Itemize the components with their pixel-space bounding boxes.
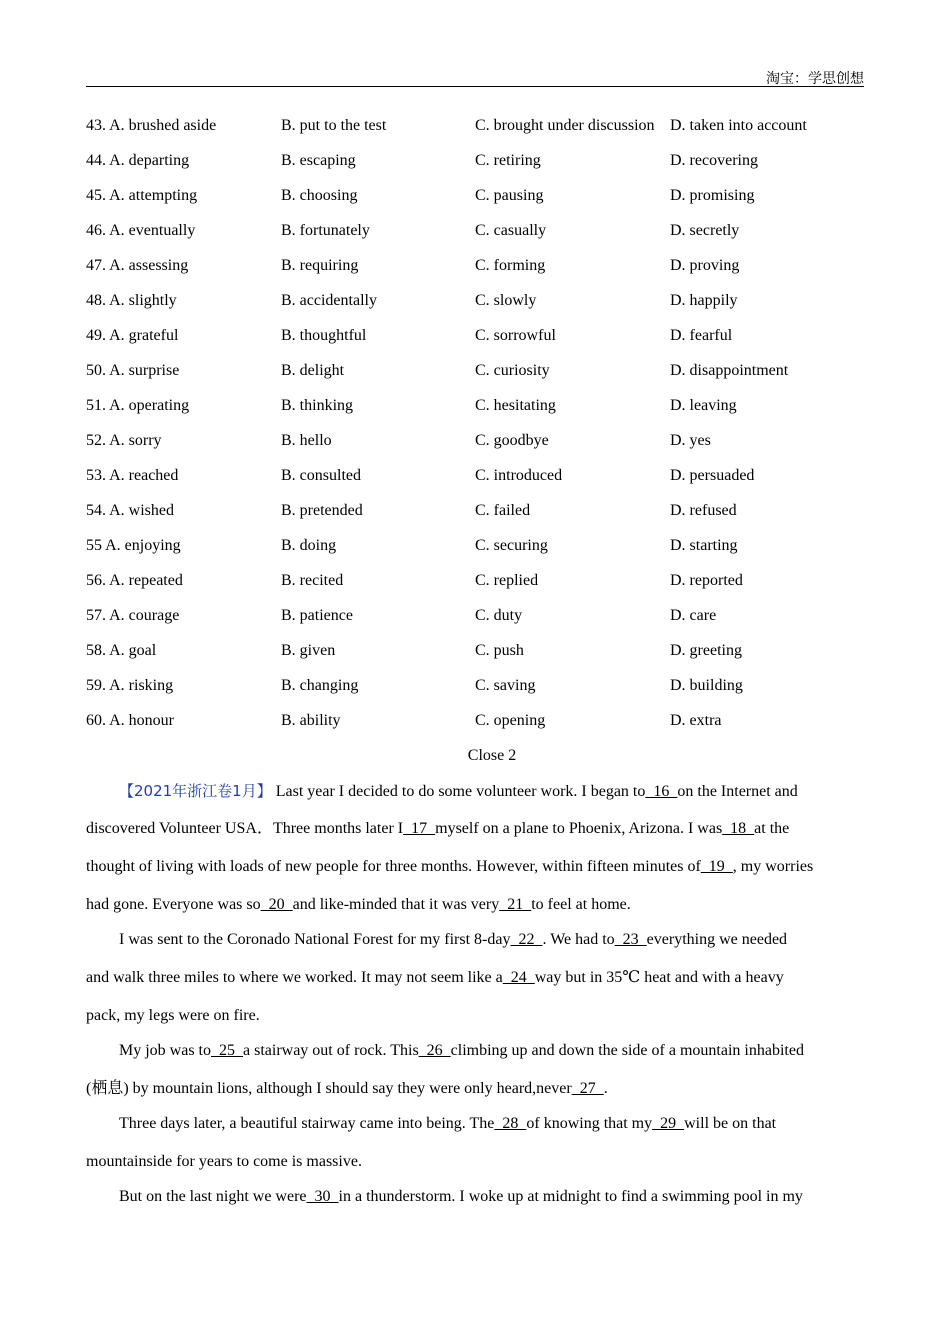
- passage-line: [86, 929, 866, 967]
- text: mountainside for years to come is massive.: [86, 1153, 362, 1170]
- blank-23: 23: [614, 931, 647, 948]
- options-table: [86, 116, 886, 746]
- option-a: 55 A. enjoying: [86, 537, 181, 554]
- option-a: 48. A. slightly: [86, 292, 177, 309]
- option-c: C. replied: [475, 572, 539, 589]
- option-c: C. retiring: [475, 152, 541, 169]
- option-d: D. taken into account: [670, 117, 807, 134]
- option-c: C. hesitating: [475, 397, 556, 414]
- option-c: C. introduced: [475, 467, 563, 484]
- option-c: C. securing: [475, 537, 548, 554]
- option-d: D. disappointment: [670, 362, 789, 379]
- option-b: B. hello: [281, 432, 332, 449]
- text: My job was to: [119, 1042, 211, 1059]
- text: a stairway out of rock. This: [243, 1042, 419, 1059]
- option-c: C. duty: [475, 607, 523, 624]
- option-b: B. given: [281, 642, 336, 659]
- passage-line: [86, 967, 866, 1005]
- text: at the: [754, 820, 790, 837]
- option-c: C. pausing: [475, 187, 544, 204]
- blank-24: 24: [502, 969, 535, 986]
- option-c: C. goodbye: [475, 432, 549, 449]
- blank-26: 26: [418, 1042, 451, 1059]
- text: and walk three miles to where we worked. It may not seem like a: [86, 969, 503, 986]
- text: pack, my legs were on fire.: [86, 1007, 260, 1024]
- blank-16: 16: [645, 783, 678, 800]
- option-row: [86, 151, 886, 186]
- source-tag: 【2021年浙江卷1月】: [119, 782, 272, 800]
- blank-18: 18: [722, 820, 755, 837]
- option-d: D. recovering: [670, 152, 758, 169]
- text: climbing up and down the side of a mountain inhabited: [450, 1042, 804, 1059]
- option-row: [86, 676, 886, 711]
- option-a: 54. A. wished: [86, 502, 174, 519]
- text: discovered Volunteer USA．Three months later I: [86, 820, 404, 837]
- option-b: B. requiring: [281, 257, 359, 274]
- text: (栖息) by mountain lions, although I should say they were only heard,never: [86, 1080, 572, 1097]
- blank-28: 28: [494, 1115, 527, 1132]
- text: had gone. Everyone was so: [86, 896, 261, 913]
- blank-21: 21: [499, 896, 532, 913]
- blank-20: 20: [260, 896, 293, 913]
- option-row: [86, 396, 886, 431]
- option-b: B. choosing: [281, 187, 358, 204]
- text: way but in 35℃ heat and with a heavy: [534, 969, 784, 986]
- option-row: [86, 571, 886, 606]
- option-c: C. failed: [475, 502, 531, 519]
- text: on the Internet and: [677, 783, 798, 800]
- option-row: [86, 501, 886, 536]
- option-d: D. building: [670, 677, 743, 694]
- option-a: 43. A. brushed aside: [86, 117, 217, 134]
- option-d: D. starting: [670, 537, 738, 554]
- passage-line: [86, 1078, 866, 1113]
- option-b: B. doing: [281, 537, 337, 554]
- option-d: D. promising: [670, 187, 755, 204]
- blank-17: 17: [403, 820, 436, 837]
- option-d: D. fearful: [670, 327, 733, 344]
- text: Three days later, a beautiful stairway came into being. The: [119, 1115, 495, 1132]
- text: thought of living with loads of new people for three months. However, within fifteen minutes of: [86, 858, 701, 875]
- option-c: C. slowly: [475, 292, 537, 309]
- option-d: D. proving: [670, 257, 740, 274]
- option-row: [86, 606, 886, 641]
- option-b: B. put to the test: [281, 117, 387, 134]
- option-a: 52. A. sorry: [86, 432, 162, 449]
- option-d: D. leaving: [670, 397, 737, 414]
- text: Last year I decided to do some volunteer work. I began to: [271, 783, 646, 800]
- option-row: [86, 116, 886, 151]
- option-a: 50. A. surprise: [86, 362, 180, 379]
- blank-29: 29: [652, 1115, 685, 1132]
- option-row: [86, 641, 886, 676]
- passage-line: [86, 1151, 866, 1186]
- passage: [86, 780, 866, 1224]
- option-b: B. thoughtful: [281, 327, 367, 344]
- blank-27: 27: [571, 1080, 604, 1097]
- text: everything we needed: [646, 931, 788, 948]
- option-row: [86, 221, 886, 256]
- option-d: D. secretly: [670, 222, 740, 239]
- option-b: B. recited: [281, 572, 344, 589]
- option-row: [86, 536, 886, 571]
- option-row: [86, 431, 886, 466]
- option-b: B. pretended: [281, 502, 363, 519]
- text: of knowing that my: [526, 1115, 653, 1132]
- option-b: B. consulted: [281, 467, 361, 484]
- option-c: C. casually: [475, 222, 547, 239]
- option-row: [86, 711, 886, 746]
- option-c: C. opening: [475, 712, 546, 729]
- option-d: D. persuaded: [670, 467, 755, 484]
- page-header: [86, 66, 864, 87]
- text: I was sent to the Coronado National Forest for my first 8-day: [119, 931, 511, 948]
- option-row: [86, 256, 886, 291]
- option-a: 49. A. grateful: [86, 327, 179, 344]
- option-c: C. sorrowful: [475, 327, 556, 344]
- option-c: C. curiosity: [475, 362, 550, 379]
- passage-line: [86, 1186, 866, 1224]
- passage-line: [86, 1005, 866, 1040]
- option-row: [86, 326, 886, 361]
- option-d: D. care: [670, 607, 717, 624]
- option-d: D. greeting: [670, 642, 742, 659]
- passage-line: [86, 780, 866, 818]
- text: But on the last night we were: [119, 1188, 307, 1205]
- option-b: B. escaping: [281, 152, 356, 169]
- option-c: C. brought under discussion: [475, 117, 655, 134]
- option-row: [86, 466, 886, 501]
- passage-line: [86, 856, 866, 894]
- option-a: 60. A. honour: [86, 712, 174, 729]
- text: and like-minded that it was very: [292, 896, 500, 913]
- option-a: 44. A. departing: [86, 152, 190, 169]
- option-b: B. patience: [281, 607, 353, 624]
- option-b: B. ability: [281, 712, 341, 729]
- option-row: [86, 361, 886, 396]
- option-c: C. forming: [475, 257, 546, 274]
- option-a: 51. A. operating: [86, 397, 190, 414]
- blank-30: 30: [306, 1188, 339, 1205]
- option-b: B. delight: [281, 362, 345, 379]
- text: , my worries: [732, 858, 814, 875]
- option-row: [86, 291, 886, 326]
- option-row: [86, 186, 886, 221]
- option-b: B. accidentally: [281, 292, 377, 309]
- option-d: D. happily: [670, 292, 738, 309]
- blank-25: 25: [211, 1042, 243, 1059]
- option-d: D. refused: [670, 502, 737, 519]
- text: to feel at home.: [531, 896, 631, 913]
- option-b: B. changing: [281, 677, 359, 694]
- text: myself on a plane to Phoenix, Arizona. I was: [435, 820, 723, 837]
- section-title: Close 2: [467, 747, 517, 764]
- option-c: C. saving: [475, 677, 536, 694]
- passage-line: [86, 1113, 866, 1151]
- option-a: 47. A. assessing: [86, 257, 189, 274]
- option-a: 58. A. goal: [86, 642, 157, 659]
- option-a: 46. A. eventually: [86, 222, 196, 239]
- option-d: D. extra: [670, 712, 722, 729]
- text: in a thunderstorm. I woke up at midnight to find a swimming pool in my: [338, 1188, 803, 1205]
- blank-19: 19: [700, 858, 733, 875]
- option-a: 57. A. courage: [86, 607, 180, 624]
- passage-line: [86, 818, 866, 856]
- option-d: D. reported: [670, 572, 743, 589]
- option-a: 53. A. reached: [86, 467, 179, 484]
- text: will be on that: [684, 1115, 777, 1132]
- text: . We had to: [542, 931, 615, 948]
- option-b: B. thinking: [281, 397, 354, 414]
- option-a: 59. A. risking: [86, 677, 174, 694]
- option-c: C. push: [475, 642, 524, 659]
- passage-line: [86, 1040, 866, 1078]
- option-b: B. fortunately: [281, 222, 370, 239]
- option-d: D. yes: [670, 432, 711, 449]
- option-a: 56. A. repeated: [86, 572, 183, 589]
- passage-line: [86, 894, 866, 929]
- blank-22: 22: [510, 931, 543, 948]
- text: .: [603, 1080, 608, 1097]
- header-text: 淘宝：学思创想: [766, 71, 864, 87]
- option-a: 45. A. attempting: [86, 187, 198, 204]
